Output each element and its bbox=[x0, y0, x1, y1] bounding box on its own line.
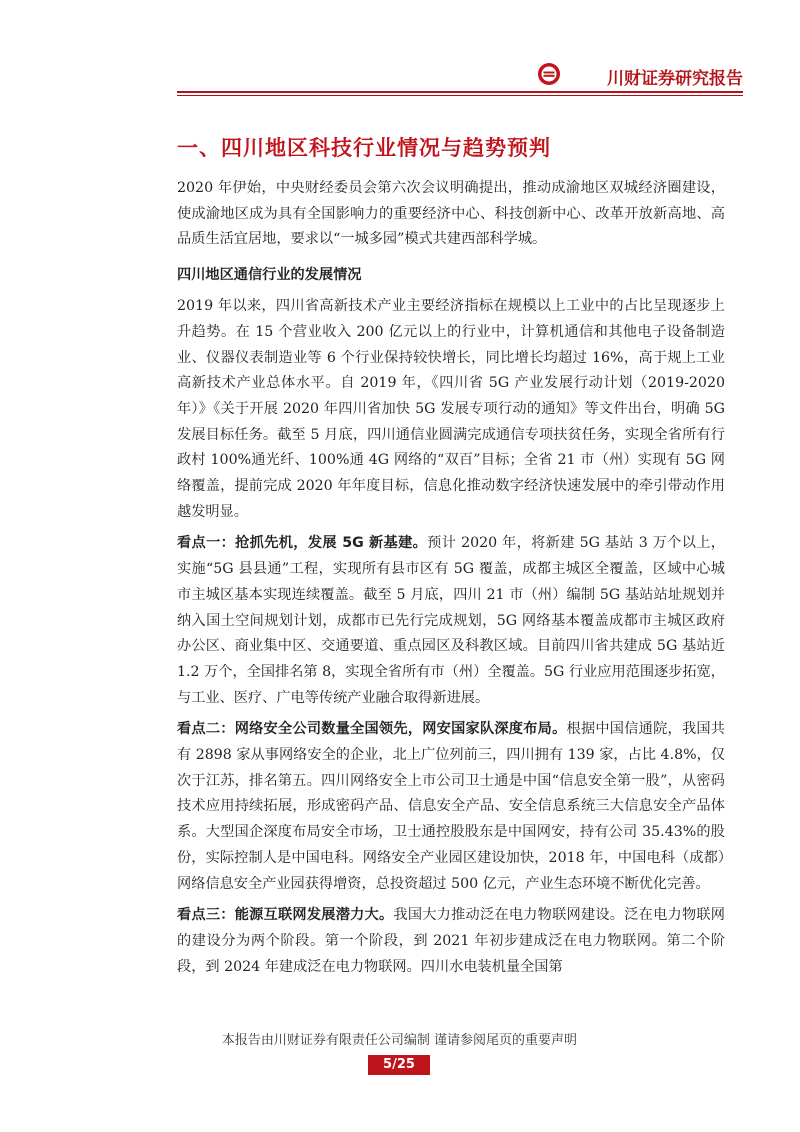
point-one-text: 预计 2020 年，将新建 5G 基站 3 万个以上，实施“5G 县县通”工程，实现所有县市区有 5G 覆盖，成都主城区全覆盖，区域中心城市主城区基本实现连续覆盖。截至 5 月底，四川 21 市（州）编制 5G 基站站址规划并纳入国土空间规划计划，成都市已先行完成规划，5G 网络基本覆盖成都市主城区政府办公区、商业集中区、交通要道、重点园区及科教区域。目前四川省共建成 5G 基站近 1.2 万个，全国排名第 8，实现全省所有市（州）全覆盖。5G 行业应用范围逐步拓宽，与工业、医疗、广电等传统产业融合取得新进展。 bbox=[177, 535, 725, 706]
brand-name: 川财证券研究报告 bbox=[607, 69, 743, 89]
company-logo-icon bbox=[537, 62, 561, 86]
point-three-lead: 看点三：能源互联网发展潜力大。 bbox=[177, 907, 394, 924]
report-body bbox=[177, 176, 725, 980]
point-one-paragraph bbox=[177, 531, 725, 711]
page-header bbox=[177, 60, 743, 90]
footer-disclaimer: 本报告由川财证券有限责任公司编制 谨请参阅尾页的重要声明 bbox=[221, 1033, 578, 1048]
telecom-paragraph: 2019 年以来，四川省高新技术产业主要经济指标在规模以上工业中的占比呈现逐步上升趋势。在 15 个营业收入 200 亿元以上的行业中，计算机通信和其他电子设备制造业、仪器仪表制造业等 6 个行业保持较快增长，同比增长均超过 16%，高于规上工业高新技术产业总体水平。自 2019 年，《四川省 5G 产业发展行动计划（2019-2020 年）》《关于开展 2020 年四川省加快 5G 发展专项行动的通知》等文件出台，明确 5G 发展目标任务。截至 5 月底，四川通信业圆满完成通信专项扶贫任务，实现全省所有行政村 100%通光纤、100%通 4G 网络的“双百”目标；全省 21 市（州）实现有 5G 网络覆盖，提前完成 2020 年年度目标，信息化推动数字经济快速发展中的牵引带动作用越发明显。 bbox=[177, 298, 725, 520]
point-three-text: 我国大力推动泛在电力物联网建设。泛在电力物联网的建设分为两个阶段。第一个阶段，到 2021 年初步建成泛在电力物联网。第二个阶段，到 2024 年建成泛在电力物联网。四川水电装机量全国第 bbox=[177, 907, 725, 975]
point-one-lead: 看点一：抢抓先机，发展 5G 新基建。 bbox=[177, 535, 428, 552]
intro-paragraph: 2020 年伊始，中央财经委员会第六次会议明确提出，推动成渝地区双城经济圈建设，使成渝地区成为具有全国影响力的重要经济中心、科技创新中心、改革开放新高地、高品质生活宜居地，要求以“一城多园”模式共建西部科学城。 bbox=[177, 180, 725, 248]
header-rule bbox=[177, 91, 743, 93]
page-number: 5/25 bbox=[368, 1055, 430, 1075]
section-title: 一、四川地区科技行业情况与趋势预判 bbox=[177, 136, 551, 160]
subheading: 四川地区通信行业的发展情况 bbox=[177, 267, 362, 284]
header-rule-thin bbox=[177, 95, 743, 96]
point-two-text: 根据中国信通院，我国共有 2898 家从事网络安全的企业，北上广位列前三，四川拥有 139 家，占比 4.8%，仅次于江苏，排名第五。四川网络安全上市公司卫士通是中国“信息安全第一股”，从密码技术应用持续拓展，形成密码产品、信息安全产品、安全信息系统三大信息安全产品体系。大型国企深度布局安全市场，卫士通控股股东是中国网安，持有公司 35.43%的股份，实际控制人是中国电科。网络安全产业园区建设加快，2018 年，中国电科（成都）网络信息安全产业园获得增资，总投资超过 500 亿元，产业生态环境不断优化完善。 bbox=[177, 721, 725, 892]
point-two-lead: 看点二：网络安全公司数量全国领先，网安国家队深度布局。 bbox=[177, 721, 567, 738]
point-two-paragraph bbox=[177, 717, 725, 897]
point-three-paragraph bbox=[177, 903, 725, 980]
